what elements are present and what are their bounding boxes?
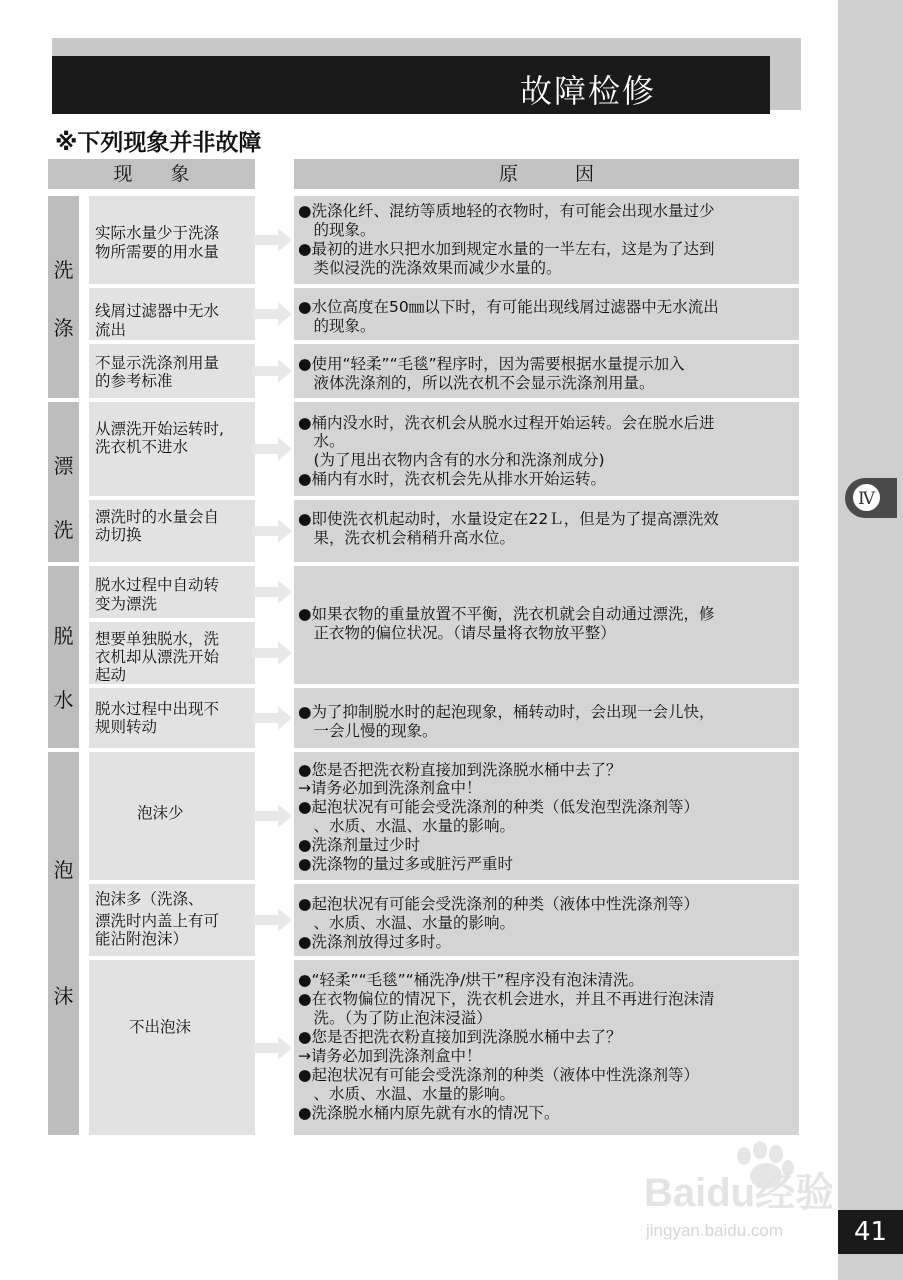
- cause-line: (为了甩出衣物内含有的水分和洗涤剂成分): [298, 451, 605, 469]
- phenomenon-line: 脱水过程中出现不: [95, 700, 220, 718]
- cause-line: ●您是否把洗衣粉直接加到洗涤脱水桶中去了？: [298, 761, 622, 779]
- phenomenon-line: 泡沫少: [137, 804, 184, 822]
- category-char: 洗: [53, 258, 74, 282]
- category-char: 洗: [53, 518, 74, 542]
- phenomenon-line: 动切换: [95, 526, 142, 544]
- cause-line: ●起泡状况有可能会受洗涤剂的种类（液体中性洗涤剂等）: [298, 1066, 700, 1084]
- cause-line: ●起泡状况有可能会受洗涤剂的种类（液体中性洗涤剂等）: [298, 895, 700, 913]
- cause-line: 正衣物的偏位状况。（请尽量将衣物放平整）: [298, 624, 616, 642]
- cause-cell: [294, 960, 799, 1135]
- cause-cell: [294, 196, 799, 284]
- phenomenon-cell: [89, 344, 255, 398]
- cause-line: 水。: [298, 432, 345, 450]
- cause-line: ●“轻柔”“毛毯”“桶洗净/烘干”程序没有泡沫清洗。: [298, 971, 644, 989]
- cause-cell: [294, 884, 799, 956]
- cause-line: ●在衣物偏位的情况下，洗衣机会进水，并且不再进行泡沫清: [298, 990, 715, 1008]
- category-char: 脱: [53, 624, 74, 648]
- page-subtitle: ※下列现象并非故障: [55, 130, 262, 156]
- phenomenon-cell: [89, 402, 255, 496]
- arrow-right-icon: [252, 437, 292, 461]
- phenomenon-line: 流出: [95, 321, 127, 339]
- cause-line: →请务必加到洗涤剂盒中！: [298, 1047, 482, 1065]
- cause-line: 液体洗涤剂的，所以洗衣机不会显示洗涤剂用量。: [298, 374, 655, 392]
- phenomenon-line: 从漂洗开始运转时,: [95, 420, 224, 438]
- arrow-right-icon: [252, 519, 292, 543]
- page-number: 41: [838, 1210, 903, 1254]
- right-margin-strip: [838, 0, 903, 1280]
- phenomenon-line: 泡沫多（洗涤、: [95, 890, 204, 908]
- phenomenon-cell: [89, 960, 255, 1135]
- cause-line: 果，洗衣机会稍稍升高水位。: [298, 529, 516, 547]
- cause-cell: [294, 500, 799, 562]
- category-spin: [48, 566, 79, 748]
- cause-line: 类似浸洗的洗涤效果而减少水量的。: [298, 259, 562, 277]
- phenomenon-cell: [89, 688, 255, 748]
- phenomenon-cell: [89, 196, 255, 284]
- cause-cell: [294, 566, 799, 684]
- phenomenon-line: 物所需要的用水量: [95, 243, 220, 261]
- cause-line: ●使用“轻柔”“毛毯”程序时，因为需要根据水量提示加入: [298, 355, 685, 373]
- cause-line: ●为了抑制脱水时的起泡现象，桶转动时，会出现一会儿快，: [298, 703, 715, 721]
- watermark-url: jingyan.baidu.com: [646, 1221, 784, 1240]
- cause-line: ●起泡状况有可能会受洗涤剂的种类（低发泡型洗涤剂等）: [298, 798, 700, 816]
- arrow-right-icon: [252, 908, 292, 932]
- page-title: 故障检修: [520, 72, 657, 110]
- phenomenon-line: 想要单独脱水，洗: [95, 630, 220, 648]
- category-rinse: [48, 402, 79, 562]
- arrow-right-icon: [252, 302, 292, 326]
- arrow-right-icon: [252, 359, 292, 383]
- category-char: 沫: [53, 984, 74, 1008]
- cause-line: 、水质、水温、水量的影响。: [298, 817, 516, 835]
- cause-line: ●洗涤物的量过多或脏污严重时: [298, 855, 514, 873]
- cause-line: ●您是否把洗衣粉直接加到洗涤脱水桶中去了？: [298, 1028, 622, 1046]
- phenomenon-line: 脱水过程中自动转: [95, 576, 220, 594]
- column-header-cause: 原 因: [294, 159, 799, 189]
- phenomenon-line: 起动: [95, 666, 127, 684]
- cause-line: 的现象。: [298, 221, 376, 239]
- phenomenon-cell: [89, 752, 255, 880]
- cause-line: 的现象。: [298, 317, 376, 335]
- category-char: 水: [53, 688, 74, 712]
- arrow-right-icon: [252, 1036, 292, 1060]
- cause-line: ●洗涤剂放得过多时。: [298, 933, 452, 951]
- category-char: 泡: [53, 858, 74, 882]
- category-char: 涤: [53, 316, 74, 340]
- category-wash: [48, 196, 79, 398]
- cause-line: 、水质、水温、水量的影响。: [298, 914, 516, 932]
- phenomenon-line: 漂洗时的水量会自: [95, 508, 220, 526]
- cause-cell: [294, 344, 799, 398]
- arrow-right-icon: [252, 706, 292, 730]
- paw-logo-icon: [642, 1140, 832, 1240]
- phenomenon-line: 不出泡沫: [129, 1018, 192, 1036]
- watermark: [642, 1140, 832, 1244]
- cause-cell: [294, 688, 799, 748]
- phenomenon-line: 洗衣机不进水: [95, 438, 189, 456]
- phenomenon-line: 漂洗时内盖上有可: [95, 912, 220, 930]
- phenomenon-cell: [89, 884, 255, 956]
- category-foam: [48, 752, 79, 1135]
- cause-line: ●即使洗衣机起动时，水量设定在22Ｌ，但是为了提高漂洗效: [298, 510, 719, 528]
- cause-line: ●如果衣物的重量放置不平衡，洗衣机就会自动通过漂洗，修: [298, 605, 715, 623]
- cause-line: ●洗涤化纤、混纺等质地轻的衣物时，有可能会出现水量过少: [298, 202, 715, 220]
- phenomenon-line: 变为漂洗: [95, 595, 158, 613]
- arrow-right-icon: [252, 580, 292, 604]
- arrow-right-icon: [252, 228, 292, 252]
- watermark-brand: Baidu经验: [644, 1171, 832, 1215]
- phenomenon-line: 的参考标准: [95, 372, 173, 390]
- cause-line: 洗。（为了防止泡沫浸溢）: [298, 1009, 492, 1027]
- phenomenon-line: 能沾附泡沫）: [95, 930, 189, 948]
- cause-line: ●最初的进水只把水加到规定水量的一半左右，这是为了达到: [298, 240, 715, 258]
- phenomenon-cell: [89, 288, 255, 340]
- cause-line: ●桶内没水时，洗衣机会从脱水过程开始运转。会在脱水后进: [298, 414, 715, 432]
- cause-cell: [294, 402, 799, 496]
- arrow-right-icon: [252, 804, 292, 828]
- phenomenon-line: 线屑过滤器中无水: [95, 302, 220, 320]
- cause-line: 、水质、水温、水量的影响。: [298, 1085, 516, 1103]
- phenomenon-cell: [89, 566, 255, 618]
- category-char: 漂: [53, 454, 74, 478]
- phenomenon-cell: [89, 622, 255, 684]
- cause-line: ●水位高度在50㎜以下时，有可能出现线屑过滤器中无水流出: [298, 298, 719, 316]
- cause-line: ●洗涤剂量过少时: [298, 836, 421, 854]
- chapter-mark: Ⅳ: [851, 482, 882, 513]
- phenomenon-line: 规则转动: [95, 718, 158, 736]
- phenomenon-line: 不显示洗涤剂用量: [95, 354, 220, 372]
- cause-cell: [294, 288, 799, 340]
- cause-line: ●桶内有水时，洗衣机会先从排水开始运转。: [298, 470, 607, 488]
- phenomenon-line: 实际水量少于洗涤: [95, 224, 220, 242]
- phenomenon-line: 衣机却从漂洗开始: [95, 648, 220, 666]
- cause-cell: [294, 752, 799, 880]
- cause-line: 一会儿慢的现象。: [298, 722, 438, 740]
- cause-line: ●洗涤脱水桶内原先就有水的情况下。: [298, 1104, 560, 1122]
- cause-line: →请务必加到洗涤剂盒中！: [298, 779, 482, 797]
- arrow-right-icon: [252, 641, 292, 665]
- title-bar: [52, 56, 770, 114]
- column-header-phenomenon: 现 象: [48, 159, 255, 189]
- phenomenon-cell: [89, 500, 255, 562]
